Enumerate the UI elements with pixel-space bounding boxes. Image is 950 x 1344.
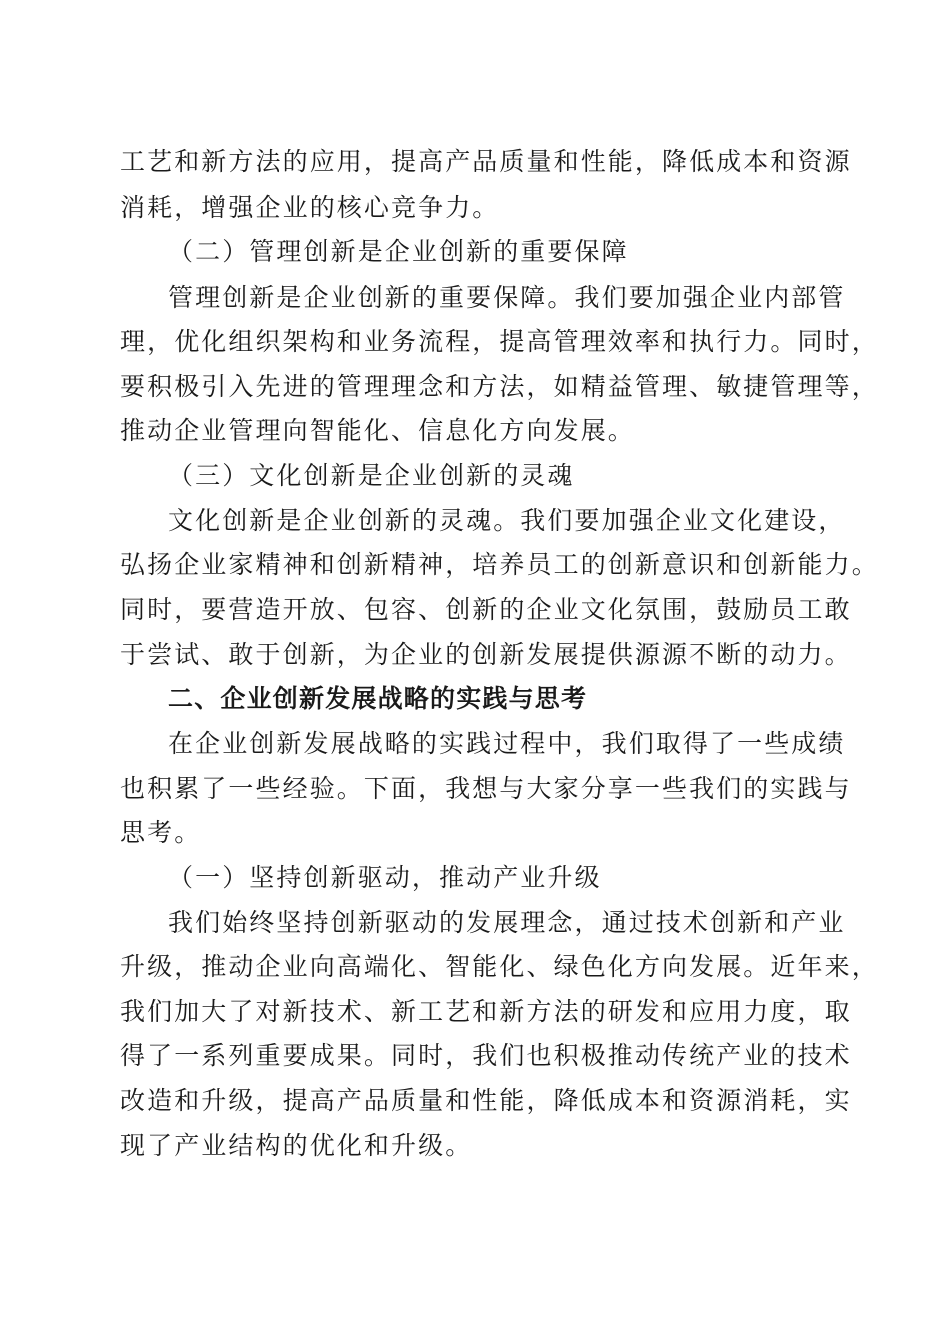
body-line: 于尝试、敢于创新，为企业的创新发展提供源源不断的动力。 [120, 640, 852, 669]
body-line: 工艺和新方法的应用，提高产品质量和性能，降低成本和资源 [120, 147, 852, 176]
body-line: 要积极引入先进的管理理念和方法，如精益管理、敏捷管理等， [120, 372, 879, 401]
body-line: 升级，推动企业向高端化、智能化、绿色化方向发展。近年来， [120, 952, 879, 981]
body-line: 我们加大了对新技术、新工艺和新方法的研发和应用力度，取 [120, 997, 852, 1026]
body-line: 改造和升级，提高产品质量和性能，降低成本和资源消耗，实 [120, 1086, 852, 1115]
body-line: 现了产业结构的优化和升级。 [120, 1131, 473, 1160]
section-heading: 二、企业创新发展战略的实践与思考 [168, 684, 588, 713]
subsection-heading: （三）文化创新是企业创新的灵魂 [168, 461, 575, 490]
paragraph-first-line: 文化创新是企业创新的灵魂。我们要加强企业文化建设， [168, 506, 846, 535]
subsection-heading: （二）管理创新是企业创新的重要保障 [168, 237, 629, 266]
body-line: 思考。 [120, 818, 202, 847]
subsection-heading: （一）坚持创新驱动，推动产业升级 [168, 863, 602, 892]
body-line: 消耗，增强企业的核心竞争力。 [120, 193, 500, 222]
body-line: 弘扬企业家精神和创新精神，培养员工的创新意识和创新能力。 [120, 550, 879, 579]
body-line: 推动企业管理向智能化、信息化方向发展。 [120, 416, 635, 445]
paragraph-first-line: 我们始终坚持创新驱动的发展理念，通过技术创新和产业 [168, 908, 846, 937]
body-line: 理，优化组织架构和业务流程，提高管理效率和执行力。同时， [120, 327, 879, 356]
body-line: 同时，要营造开放、包容、创新的企业文化氛围，鼓励员工敢 [120, 595, 852, 624]
paragraph-first-line: 在企业创新发展战略的实践过程中，我们取得了一些成绩 [168, 729, 846, 758]
body-line: 也积累了一些经验。下面，我想与大家分享一些我们的实践与 [120, 774, 852, 803]
body-line: 得了一系列重要成果。同时，我们也积极推动传统产业的技术 [120, 1041, 852, 1070]
paragraph-first-line: 管理创新是企业创新的重要保障。我们要加强企业内部管 [168, 283, 846, 312]
